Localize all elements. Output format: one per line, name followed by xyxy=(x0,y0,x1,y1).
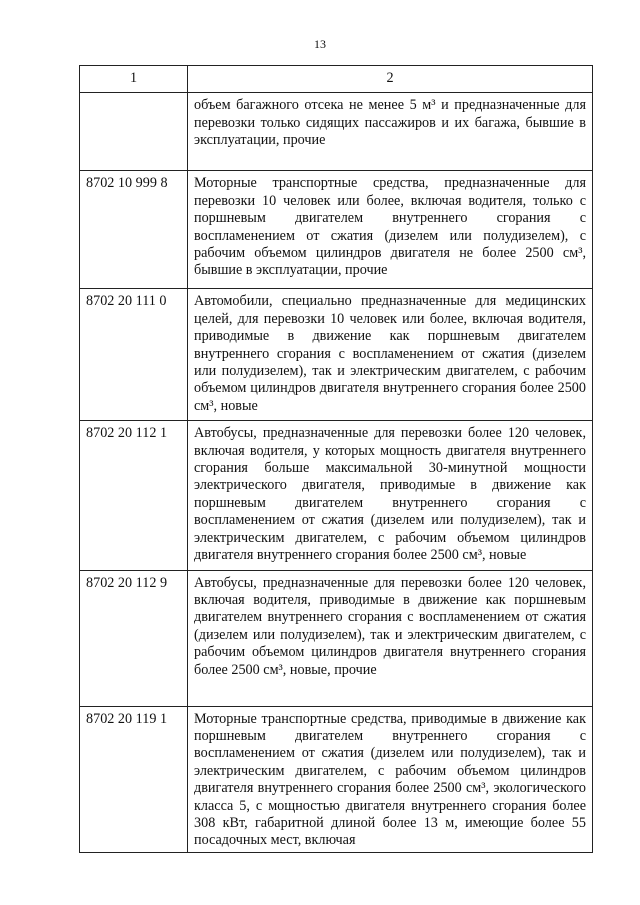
row-description: Автобусы, предназначенные для перевозки более 120 человек, включая водителя, приводимые в движение как поршневым двигателем внутреннего сгорания с воспламенением от сжатия (дизелем или полудизелем), так и электрическим двигателем, с рабочим объемом цилиндров двигателя внутреннего сгорания более 2500 см³, новые, прочие xyxy=(188,570,593,706)
table-row xyxy=(80,706,593,852)
row-description: Автобусы, предназначенные для перевозки более 120 человек, включая водителя, у которых мощность двигателя внутреннего сгорания больше максимальной 30-минутной мощности электрического двигателя, приводимые в движение как поршневым двигателем внутреннего сгорания с воспламенением от сжатия (дизелем или полудизелем), так и электрическим двигателем, с рабочим объемом цилиндров двигателя внутреннего сгорания более 2500 см³, новые xyxy=(188,421,593,570)
row-code: 8702 20 111 0 xyxy=(80,289,188,421)
row-code: 8702 20 112 1 xyxy=(80,421,188,570)
row-code: 8702 20 119 1 xyxy=(80,706,188,852)
row-description: объем багажного отсека не менее 5 м³ и предназначенные для перевозки только сидящих пассажиров и их багажа, бывшие в эксплуатации, прочие xyxy=(188,93,593,171)
table-row xyxy=(80,171,593,289)
column-header-2: 2 xyxy=(188,66,593,93)
row-description: Автомобили, специально предназначенные для медицинских целей, для перевозки 10 человек или более, включая водителя, приводимые в движение как поршневым двигателем внутреннего сгорания с воспламенением от сжатия (дизелем или полудизелем), так и электрическим двигателем, с рабочим объемом цилиндров двигателя внутреннего сгорания более 2500 см³, новые xyxy=(188,289,593,421)
row-description: Моторные транспортные средства, приводимые в движение как поршневым двигателем внутреннего сгорания с воспламенением от сжатия (дизелем или полудизелем), так и электрическим двигателем, с рабочим объемом цилиндров двигателя внутреннего сгорания более 2500 см³, экологического класса 5, с мощностью двигателя внутреннего сгорания более 308 кВт, габаритной длиной более 13 м, имеющие более 55 посадочных мест, включая xyxy=(188,706,593,852)
row-code xyxy=(80,93,188,171)
tariff-table xyxy=(79,65,593,853)
row-description: Моторные транспортные средства, предназначенные для перевозки 10 человек или более, включая водителя, только с поршневым двигателем внутреннего сгорания с воспламенением от сжатия (дизелем или полудизелем), с рабочим объемом цилиндров двигателя не более 2500 см³, бывшие в эксплуатации, прочие xyxy=(188,171,593,289)
row-code: 8702 10 999 8 xyxy=(80,171,188,289)
row-code: 8702 20 112 9 xyxy=(80,570,188,706)
page-number: 13 xyxy=(314,37,326,51)
column-header-1: 1 xyxy=(80,66,188,93)
table-header-row xyxy=(80,66,593,93)
table-row xyxy=(80,421,593,570)
table-row xyxy=(80,93,593,171)
table-row xyxy=(80,570,593,706)
table-row xyxy=(80,289,593,421)
